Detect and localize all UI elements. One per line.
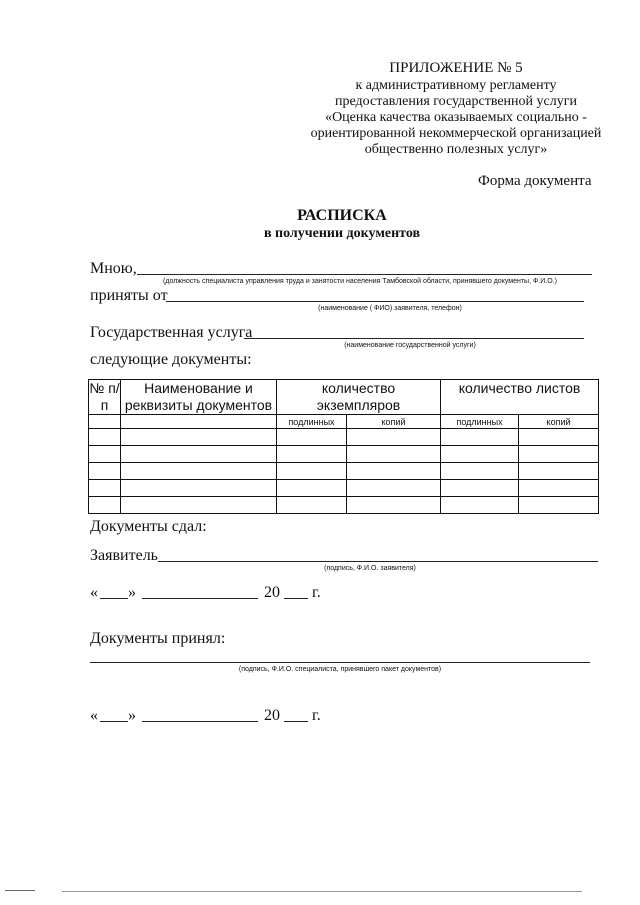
date2-year-field[interactable] <box>284 721 308 722</box>
usluga-hint: (наименование государственной услуги) <box>344 342 476 349</box>
applicant-label: Заявитель <box>90 547 158 564</box>
date1-day-field[interactable] <box>100 598 128 599</box>
date2-close-quote: » <box>128 707 136 724</box>
col-copies-header: количество экземпляров <box>277 380 441 415</box>
scan-mark <box>62 891 582 892</box>
date2-year-prefix: 20 <box>264 707 280 724</box>
usluga-field[interactable] <box>244 338 584 339</box>
date1-open-quote: « <box>90 584 98 601</box>
document-title: РАСПИСКА <box>297 207 387 224</box>
sub-originals: подлинных <box>441 415 519 429</box>
col-name-header: Наименование и реквизиты документов <box>121 380 277 415</box>
table-row <box>89 429 599 446</box>
prinyal-label: Документы принял: <box>90 630 226 647</box>
date2-day-field[interactable] <box>100 721 128 722</box>
sub-copies: копий <box>519 415 599 429</box>
date1-year-field[interactable] <box>284 598 308 599</box>
table-header-row <box>89 380 599 415</box>
table-row <box>89 463 599 480</box>
scan-mark <box>5 890 35 891</box>
mnoyu-label: Мною, <box>90 260 137 277</box>
prinyaty-field[interactable] <box>166 301 584 302</box>
date1-year-suffix: г. <box>312 584 321 601</box>
date2-open-quote: « <box>90 707 98 724</box>
document-subtitle: в получении документов <box>263 226 421 241</box>
header-line: предоставления государственной услуги <box>335 94 577 109</box>
table-subheader-row <box>89 415 599 429</box>
mnoyu-hint: (должность специалиста управления труда и занятости населения Тамбовской области, принявшего документы, Ф.И.О.) <box>163 278 557 285</box>
table-row <box>89 480 599 497</box>
sdal-label: Документы сдал: <box>90 518 207 535</box>
col-num-header: № п/п <box>89 380 120 413</box>
form-label: Форма документа <box>478 173 592 189</box>
appendix-title: ПРИЛОЖЕНИЕ № 5 <box>389 60 523 76</box>
header-line: ориентированной некоммерческой организацией <box>310 126 602 141</box>
documents-table <box>88 379 599 514</box>
mnoyu-field[interactable] <box>137 274 592 275</box>
date1-month-field[interactable] <box>142 598 258 599</box>
prinyaty-label: приняты от <box>90 287 168 304</box>
date1-close-quote: » <box>128 584 136 601</box>
date2-month-field[interactable] <box>142 721 258 722</box>
prinyal-hint: (подпись, Ф.И.О. специалиста, принявшего пакет документов) <box>238 666 442 673</box>
header-line: «Оценка качества оказываемых социально - <box>325 110 587 125</box>
applicant-hint: (подпись, Ф.И.О. заявителя) <box>324 565 416 572</box>
applicant-signature-field[interactable] <box>158 561 598 562</box>
usluga-label: Государственная услуга <box>90 324 253 341</box>
sub-originals: подлинных <box>277 415 347 429</box>
docs-label: следующие документы: <box>90 351 252 368</box>
prinyaty-hint: (наименование ( ФИО) заявителя, телефон) <box>318 305 462 312</box>
header-line: к административному регламенту <box>355 78 557 93</box>
header-line: общественно полезных услуг» <box>364 142 548 157</box>
appendix-header <box>300 60 612 158</box>
table-row <box>89 497 599 514</box>
sub-copies: копий <box>347 415 441 429</box>
table-row <box>89 446 599 463</box>
col-sheets-header: количество листов <box>441 380 599 415</box>
specialist-signature-field[interactable] <box>90 662 590 663</box>
date1-year-prefix: 20 <box>264 584 280 601</box>
date2-year-suffix: г. <box>312 707 321 724</box>
